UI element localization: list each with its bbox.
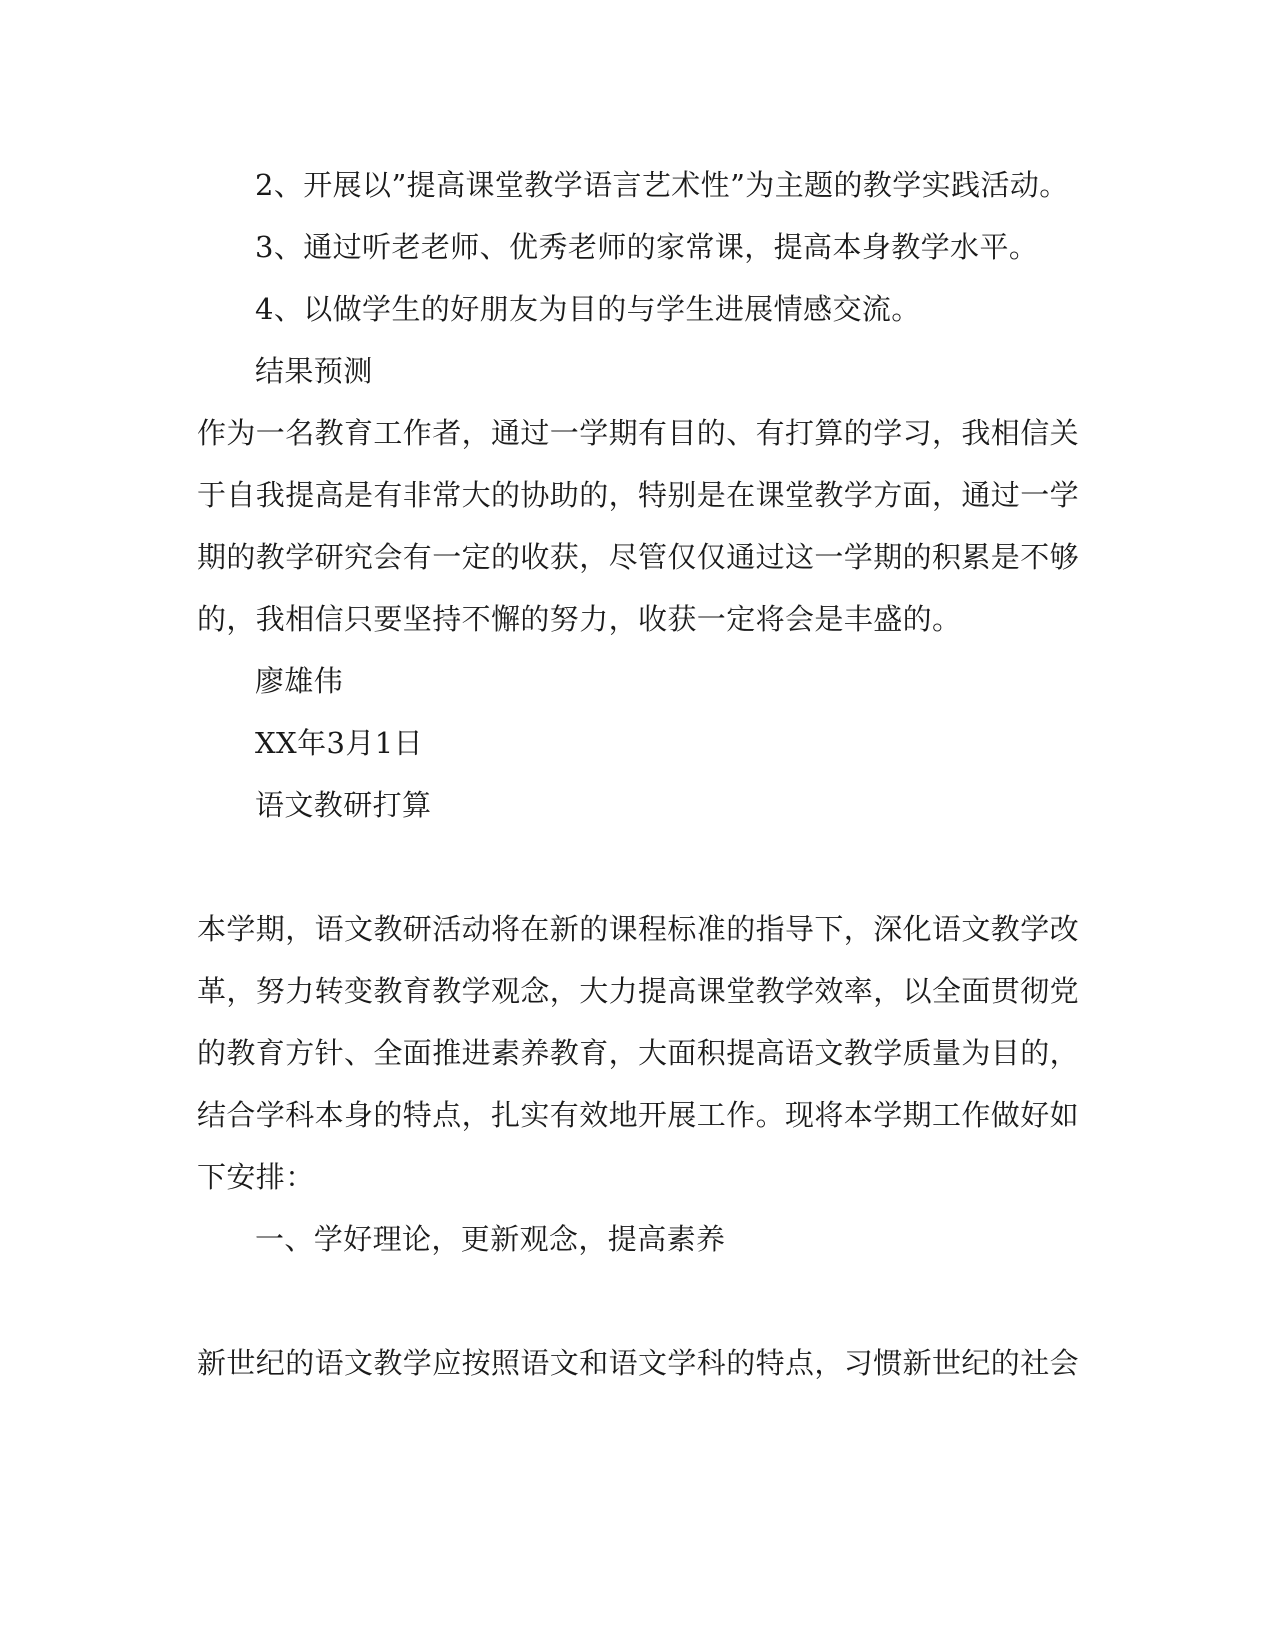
- intro-paragraph-line: 下安排：: [197, 1160, 315, 1194]
- result-paragraph-line: 的，我相信只要坚持不懈的努力，收获一定将会是丰盛的。: [197, 602, 962, 636]
- intro-paragraph-line: 本学期，语文教研活动将在新的课程标准的指导下，深化语文教学改: [197, 912, 1080, 946]
- result-heading: 结果预测: [255, 354, 373, 388]
- result-paragraph-line: 于自我提高是有非常大的协助的，特别是在课堂教学方面，通过一学: [197, 478, 1080, 512]
- intro-paragraph-line: 的教育方针、全面推进素养教育，大面积提高语文教学质量为目的，: [197, 1036, 1080, 1070]
- result-paragraph-line: 期的教学研究会有一定的收获，尽管仅仅通过这一学期的积累是不够: [197, 540, 1080, 574]
- document-date: XX年3月1日: [255, 726, 423, 760]
- author-name: 廖雄伟: [255, 664, 344, 698]
- list-item-2: 2、开展以”提高课堂教学语言艺术性”为主题的教学实践活动。: [255, 168, 1069, 202]
- intro-paragraph-line: 结合学科本身的特点，扎实有效地开展工作。现将本学期工作做好如: [197, 1098, 1080, 1132]
- list-item-3: 3、通过听老老师、优秀老师的家常课，提高本身教学水平。: [255, 230, 1039, 264]
- intro-paragraph-line: 革，努力转变教育教学观念，大力提高课堂教学效率，以全面贯彻党: [197, 974, 1080, 1008]
- list-item-4: 4、以做学生的好朋友为目的与学生进展情感交流。: [255, 292, 921, 326]
- plan-title: 语文教研打算: [255, 788, 432, 822]
- section-one-paragraph-line: 新世纪的语文教学应按照语文和语文学科的特点，习惯新世纪的社会: [197, 1346, 1080, 1380]
- section-one-heading: 一、学好理论，更新观念，提高素养: [255, 1222, 726, 1256]
- result-paragraph-line: 作为一名教育工作者，通过一学期有目的、有打算的学习，我相信关: [197, 416, 1080, 450]
